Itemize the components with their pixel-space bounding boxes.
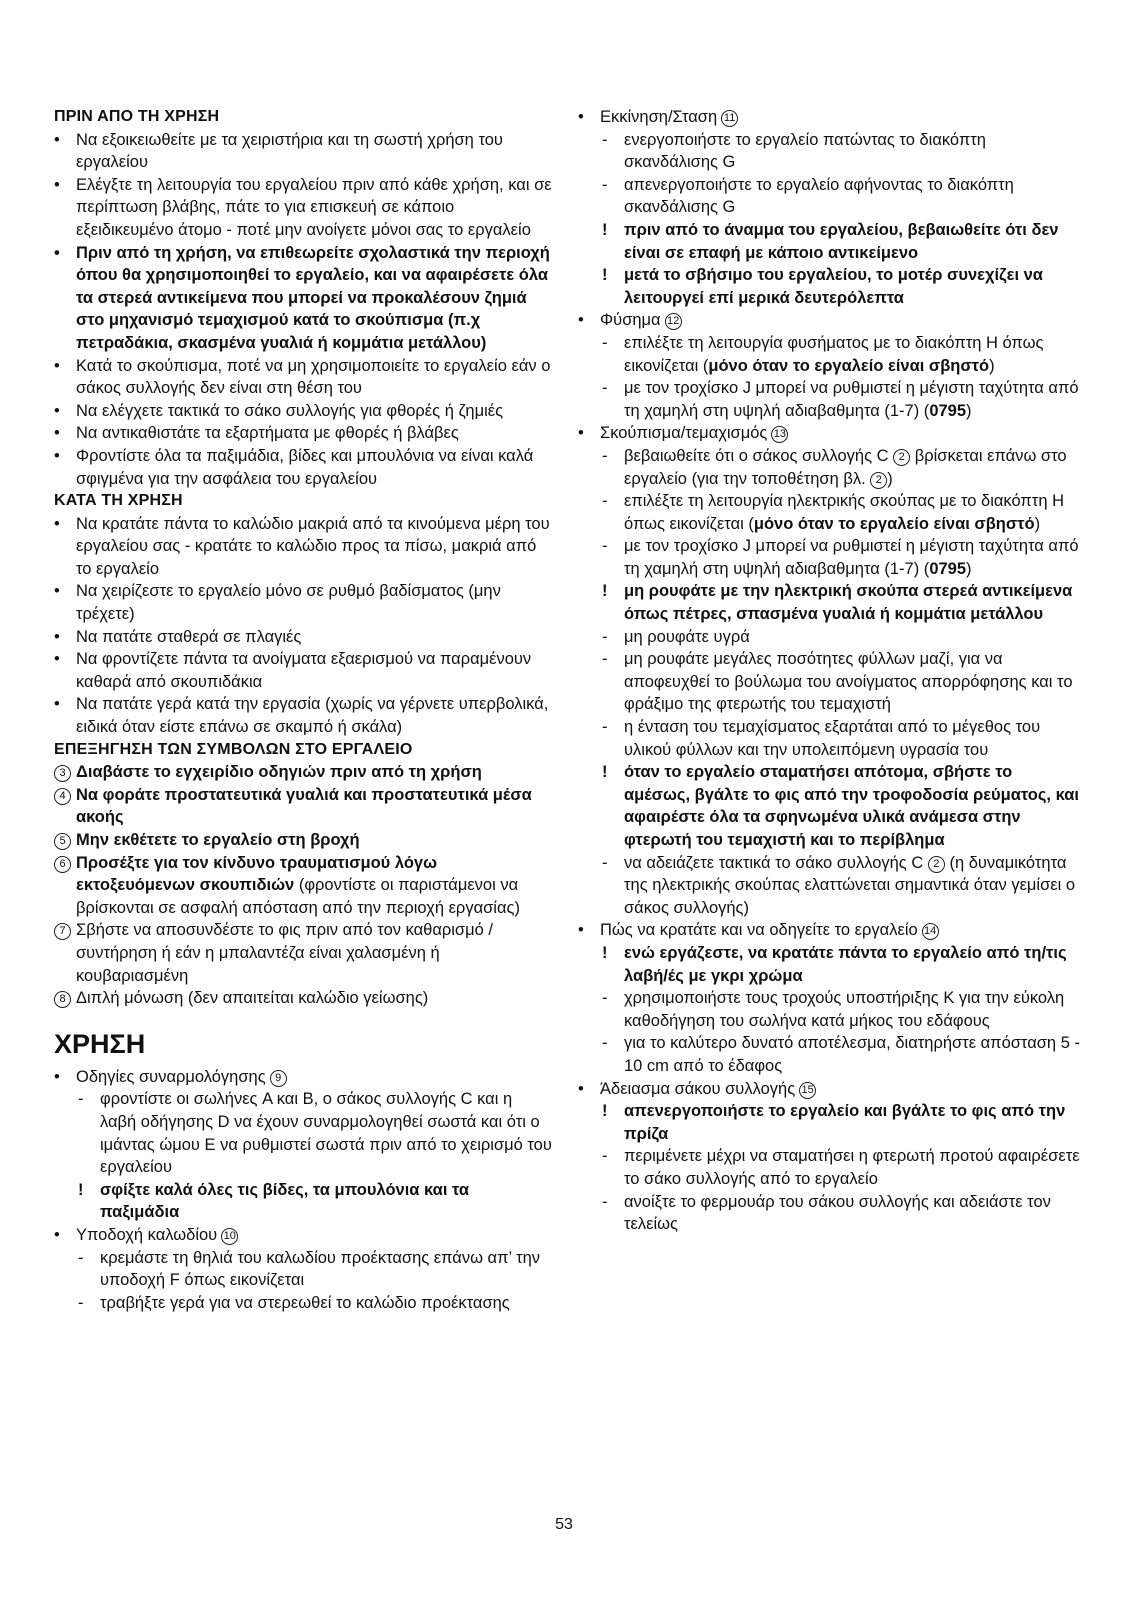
dash-icon: - [602,130,608,149]
sub-item: - η ένταση του τεμαχίσματος εξαρτάται από το μέγεθος του υλικού φύλλων και την υπολειπόμενη υγρασία του [602,718,1041,759]
bullet-icon: • [54,446,60,465]
bullet-icon: • [54,130,60,149]
list-item: • Φροντίστε όλα τα παξιμάδια, βίδες και μπουλόνια να είναι καλά σφιγμένα για την ασφάλεια του εργαλείου [54,446,534,488]
section-heading-during-use: ΚΑΤΑ ΤΗ ΧΡΗΣΗ [54,492,183,510]
bullet-icon: • [578,311,584,330]
list-item: • Να πατάτε γερά κατά την εργασία (χωρίς να γέρνετε υπερβολικά, ειδικά όταν είστε επάνω σε σκαμπό ή σκάλα) [54,695,549,737]
sub-item: - επιλέξτε τη λειτουργία φυσήματος με το διακόπτη H όπως εικονίζεται (μόνο όταν το εργαλείο είναι σβηστό) [602,333,1044,375]
number-6-icon: 6 [54,856,71,873]
number-5-icon: 5 [54,833,71,850]
number-2-icon: 2 [928,856,945,873]
dash-icon: - [602,333,608,352]
warning-icon: ! [602,943,608,962]
bullet-icon: • [578,424,584,443]
list-item: • Φύσημα 12 [578,309,1080,332]
bullet-icon: • [54,401,60,420]
list-item: • Να αντικαθιστάτε τα εξαρτήματα με φθορές ή βλάβες [54,422,552,445]
sub-item: - περιμένετε μέχρι να σταματήσει η φτερωτή προτού αφαιρέσετε το σάκο συλλογής από το εργαλείο [602,1147,1080,1188]
list-item: • Ελέγξτε τη λειτουργία του εργαλείου πριν από κάθε χρήση, και σε περίπτωση βλάβης, πάτε το για επισκευή σε κάποιο εξειδικευμένο άτομο - ποτέ μην ανοίγετε μόνοι σας το εργαλείο [54,175,552,239]
page-number: 53 [555,1516,573,1533]
sub-item: - για το καλύτερο δυνατό αποτέλεσμα, διατηρήστε απόσταση 5 - 10 cm από το έδαφος [602,1034,1080,1075]
warning-item: ! όταν το εργαλείο σταματήσει απότομα, σβήστε το αμέσως, βγάλτε το φις από την τροφοδοσία ρεύματος, και αφαιρέστε όλα τα σφηνωμένα υλικά ανάμεσα στην φτερωτή του τεμαχιστή και το περίβλημα [602,763,1079,849]
bullet-icon: • [54,424,60,443]
list-item: • Πώς να κρατάτε και να οδηγείτε το εργαλείο 14 [578,919,1080,942]
sub-item: - ενεργοποιήστε το εργαλείο πατώντας το διακόπτη σκανδάλισης G [602,130,986,172]
warning-item: ! απενεργοποιήστε το εργαλείο και βγάλτε το φις από την πρίζα [602,1102,1066,1143]
number-15-icon: 15 [799,1082,816,1099]
sub-item: - ανοίξτε το φερμουάρ του σάκου συλλογής και αδειάστε τον τελείως [602,1192,1051,1234]
list-item: • Σκούπισμα/τεμαχισμός 13 [578,422,1080,445]
dash-icon: - [602,537,608,556]
warning-item: ! μετά το σβήσιμο του εργαλείου, το μοτέρ συνεχίζει να λειτουργεί επί μερικά δευτερόλεπτα [602,266,1043,307]
warning-item: ! μη ρουφάτε με την ηλεκτρική σκούπα στερεά αντικείμενα όπως πέτρες, σπασμένα γυαλιά ή κομμάτια μετάλλου [602,582,1073,624]
section-heading-use: ΧΡΗΣΗ [54,1028,146,1059]
list-item: • Κατά το σκούπισμα, ποτέ να μη χρησιμοποιείτε το εργαλείο εάν ο σάκος συλλογής δεν είναι στη θέση του [54,356,551,398]
bullet-icon: • [54,514,60,533]
warning-icon: ! [602,220,608,239]
number-3-icon: 3 [54,765,71,782]
dash-icon: - [602,650,608,669]
sub-item: - χρησιμοποιήστε τους τροχούς υποστήριξης K για την εύκολη καθοδήγηση του σωλήνα κατά μήκος του εδάφους [602,989,1065,1030]
symbol-item: 8 Διπλή μόνωση (δεν απαιτείται καλώδιο γείωσης) [54,987,552,1010]
warning-item: ! ενώ εργάζεστε, να κρατάτε πάντα το εργαλείο από τη/τις λαβή/ές με γκρι χρώμα [602,943,1067,985]
symbol-item: 6 Προσέξτε για τον κίνδυνο τραυματισμού λόγω εκτοξευόμενων σκουπιδιών (φροντίστε οι παριστάμενοι να βρίσκονται σε ασφαλή απόσταση από την περιοχή εργασίας) [54,852,552,920]
dash-icon: - [602,853,608,872]
warning-item: ! σφίξτε καλά όλες τις βίδες, τα μπουλόνια και τα παξιμάδια [78,1180,470,1222]
warning-icon: ! [602,266,608,285]
dash-icon: - [602,446,608,465]
number-8-icon: 8 [54,991,71,1008]
bullet-icon: • [54,627,60,646]
dash-icon: - [602,1147,608,1166]
number-11-icon: 11 [721,110,738,127]
sub-item: - βεβαιωθείτε ότι ο σάκος συλλογής C 2 βρίσκεται επάνω στο εργαλείο (για την τοποθέτηση βλ. 2 ) [602,446,1067,488]
dash-icon: - [602,492,608,511]
list-item: • Να πατάτε σταθερά σε πλαγιές [54,626,552,649]
list-item: • Εκκίνηση/Σταση 11 [578,106,1080,129]
dash-icon: - [602,989,608,1008]
list-item: • Να χειρίζεστε το εργαλείο μόνο σε ρυθμό βαδίσματος (μην τρέχετε) [54,582,501,624]
list-item: • Να ελέγχετε τακτικά το σάκο συλλογής για φθορές ή ζημιές [54,400,552,423]
sub-item: - με τον τροχίσκο J μπορεί να ρυθμιστεί η μέγιστη ταχύτητα από τη χαμηλή στη υψηλή αδιαβαθμητα (1-7) (0795) [602,537,1079,578]
bullet-icon: • [54,582,60,601]
list-item: • Να φροντίζετε πάντα τα ανοίγματα εξαερισμού να παραμένουν καθαρά από σκουπιδάκια [54,650,532,691]
symbol-item: 3 Διαβάστε το εγχειρίδιο οδηγιών πριν από τη χρήση [54,761,552,784]
dash-icon: - [78,1090,84,1109]
warning-icon: ! [602,1102,608,1121]
warning-icon: ! [602,582,608,601]
warning-icon: ! [602,763,608,782]
list-item: • Άδειασμα σάκου συλλογής 15 [578,1078,1080,1101]
number-4-icon: 4 [54,788,71,805]
warning-icon: ! [78,1180,84,1199]
list-item: • Οδηγίες συναρμολόγησης 9 [54,1066,552,1089]
dash-icon: - [602,627,608,646]
sub-item: - φροντίστε οι σωλήνες A και B, ο σάκος συλλογής C και η λαβή οδήγησης D να έχουν συναρμολογηθεί σωστά και ότι ο ιμάντας ώμου E να ρυθμιστεί σωστά πριν από το χειρισμό του εργαλείου [78,1090,552,1177]
number-13-icon: 13 [771,426,788,443]
bullet-icon: • [578,1079,584,1098]
dash-icon: - [602,1034,608,1053]
bullet-icon: • [54,650,60,669]
dash-icon: - [602,718,608,737]
sub-item: - επιλέξτε τη λειτουργία ηλεκτρικής σκούπας με το διακόπτη H όπως εικονίζεται (μόνο όταν το εργαλείο είναι σβηστό) [602,492,1064,533]
bullet-icon: • [54,175,60,194]
number-10-icon: 10 [221,1228,238,1245]
sub-item: - τραβήξτε γερά για να στερεωθεί το καλώδιο προέκτασης [54,1292,552,1315]
section-heading-symbols: ΕΠΕΞΗΓΗΣΗ ΤΩΝ ΣΥΜΒΟΛΩΝ ΣΤΟ ΕΡΓΑΛΕΙΟ [54,740,413,758]
list-item: • Υποδοχή καλωδίου 10 [54,1224,552,1247]
number-2-icon: 2 [893,449,910,466]
dash-icon: - [602,175,608,194]
sub-item: - μη ρουφάτε υγρά [578,626,1080,649]
bullet-icon: • [578,108,584,126]
section-heading-before-use: ΠΡΙΝ ΑΠΟ ΤΗ ΧΡΗΣΗ [54,108,220,125]
list-item: • Να κρατάτε πάντα το καλώδιο μακριά από τα κινούμενα μέρη του εργαλείου σας - κρατάτε το καλώδιο προς τα πίσω, μακριά από το εργαλείο [54,514,550,578]
list-item: • Πριν από τη χρήση, να επιθεωρείτε σχολαστικά την περιοχή όπου θα χρησιμοποιηθεί το εργαλείο, και να αφαιρέσετε όλα τα στερεά αντικείμενα που μπορεί να προκαλέσουν ζημιά στο μηχανισμό τεμαχισμού κατά το σκούπισμα (π.χ πετραδάκια, σκασμένα γυαλιά ή κομμάτια μετάλλου) [54,243,550,352]
number-12-icon: 12 [665,313,682,330]
bullet-icon: • [54,356,60,375]
bullet-icon: • [578,921,584,940]
number-2-icon: 2 [870,472,887,489]
dash-icon: - [78,1293,84,1312]
bullet-icon: • [54,243,60,262]
symbol-item: 5 Μην εκθέτετε το εργαλείο στη βροχή [54,829,552,852]
left-column [54,106,552,1314]
sub-item: - απενεργοποιήστε το εργαλείο αφήνοντας το διακόπτη σκανδάλισης G [602,175,1014,217]
number-14-icon: 14 [922,923,939,940]
sub-item: - μη ρουφάτε μεγάλες ποσότητες φύλλων μαζί, για να αποφευχθεί το βούλωμα του ανοίγματος απορρόφησης και το φράξιμο της φτερωτής του τεμαχιστή [602,650,1073,714]
number-7-icon: 7 [54,923,71,940]
bullet-icon: • [54,1067,60,1086]
dash-icon: - [602,379,608,398]
dash-icon: - [602,1192,608,1211]
warning-item: ! πριν από το άναμμα του εργαλείου, βεβαιωθείτε ότι δεν είναι σε επαφή με κάποιο αντικείμενο [602,220,1059,262]
number-9-icon: 9 [270,1070,287,1087]
sub-item: - να αδειάζετε τακτικά το σάκο συλλογής C 2 (η δυναμικότητα της ηλεκτρικής σκούπας ελαττώνεται σημαντικά όταν γεμίσει ο σάκος συλλογής) [602,853,1076,917]
list-item: • Να εξοικειωθείτε με τα χειριστήρια και τη σωστή χρήση του εργαλείου [54,130,503,172]
bullet-icon: • [54,1225,60,1244]
sub-item: - κρεμάστε τη θηλιά του καλωδίου προέκτασης επάνω απ’ την υποδοχή F όπως εικονίζεται [78,1248,541,1290]
symbol-item: 4 Να φοράτε προστατευτικά γυαλιά και προστατευτικά μέσα ακοής [54,784,552,829]
right-column [578,106,1080,1236]
bullet-icon: • [54,695,60,714]
dash-icon: - [78,1248,84,1267]
sub-item: - με τον τροχίσκο J μπορεί να ρυθμιστεί η μέγιστη ταχύτητα από τη χαμηλή στη υψηλή αδιαβαθμητα (1-7) (0795) [602,379,1079,420]
symbol-item: 7 Σβήστε να αποσυνδέστε το φις πριν από τον καθαρισμό / συντήρηση ή εάν η μπαλαντέζα είναι χαλασμένη ή κουβαριασμένη [54,919,552,987]
